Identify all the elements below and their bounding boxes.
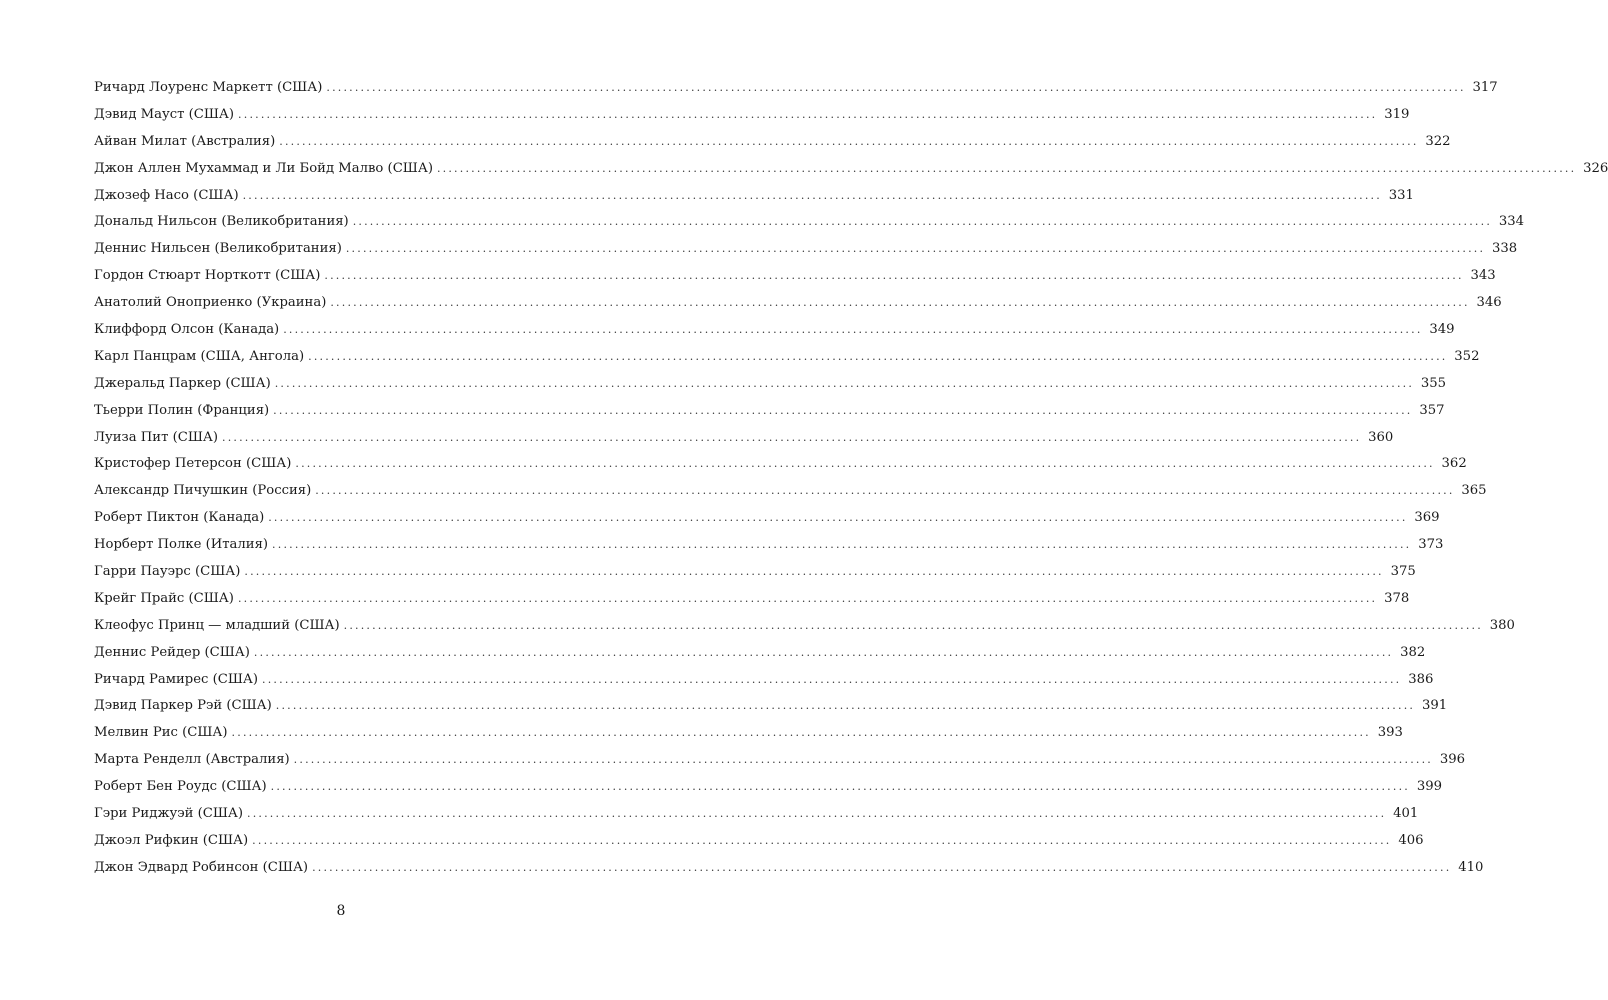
toc-entry-page: 393 xyxy=(1377,725,1403,741)
toc-entry-page: 369 xyxy=(1414,510,1440,526)
toc-entry xyxy=(94,478,1487,505)
toc-entry-title: Гарри Пауэрс (США) xyxy=(94,564,241,580)
toc-dot-leader: ........................................................................................................................................................................................................ xyxy=(283,323,1423,337)
toc-dot-leader: ........................................................................................................................................................................................................ xyxy=(262,672,1402,686)
toc-entry xyxy=(94,102,1410,129)
toc-entry xyxy=(94,828,1424,855)
toc-dot-leader: ........................................................................................................................................................................................................ xyxy=(352,215,1493,229)
toc-entry xyxy=(94,532,1444,559)
toc-entry xyxy=(94,586,1410,613)
toc-entry-title: Гэри Риджуэй (США) xyxy=(94,806,243,822)
toc-entry-title: Марта Ренделл (Австралия) xyxy=(94,752,290,768)
toc-entry xyxy=(94,774,1442,801)
toc-entry xyxy=(94,667,1434,694)
toc-dot-leader: ........................................................................................................................................................................................................ xyxy=(315,484,1455,498)
toc-entry-title: Анатолий Оноприенко (Украина) xyxy=(94,295,327,311)
toc-entry xyxy=(94,640,1426,667)
toc-dot-leader: ........................................................................................................................................................................................................ xyxy=(252,833,1392,847)
toc-entry-title: Клеофус Принц — младший (США) xyxy=(94,617,340,633)
toc-dot-leader: ........................................................................................................................................................................................................ xyxy=(326,81,1466,94)
toc-entry xyxy=(94,75,1498,102)
toc-entry-page: 401 xyxy=(1393,806,1419,822)
toc-dot-leader: ........................................................................................................................................................................................................ xyxy=(436,161,1577,175)
toc-dot-leader: ........................................................................................................................................................................................................ xyxy=(237,591,1378,605)
toc-entry-page: 386 xyxy=(1408,671,1434,687)
toc-entry-title: Деннис Рейдер (США) xyxy=(94,644,250,660)
toc-entry-title: Ричард Рамирес (США) xyxy=(94,671,259,687)
toc-entry xyxy=(94,801,1419,828)
toc-dot-leader: ........................................................................................................................................................................................................ xyxy=(275,699,1416,713)
toc-dot-leader: ........................................................................................................................................................................................................ xyxy=(272,538,1412,552)
toc-entry-page: 326 xyxy=(1583,160,1608,176)
toc-entry-title: Ричард Лоуренс Маркетт (США) xyxy=(94,80,323,95)
toc-dot-leader: ........................................................................................................................................................................................................ xyxy=(308,349,1448,363)
toc-entry xyxy=(94,344,1480,371)
toc-entry xyxy=(94,693,1448,720)
toc-entry-page: 317 xyxy=(1472,80,1498,95)
toc-entry-page: 410 xyxy=(1458,859,1484,875)
toc-dot-leader: ........................................................................................................................................................................................................ xyxy=(274,376,1415,390)
toc-dot-leader: ........................................................................................................................................................................................................ xyxy=(295,457,1435,471)
toc-entry xyxy=(94,156,1608,183)
toc-dot-leader: ........................................................................................................................................................................................................ xyxy=(273,403,1413,417)
toc-entry-page: 380 xyxy=(1489,617,1515,633)
toc-entry-title: Айван Милат (Австралия) xyxy=(94,133,276,149)
toc-entry-page: 362 xyxy=(1441,456,1467,472)
toc-dot-leader: ........................................................................................................................................................................................................ xyxy=(293,753,1433,767)
toc-entry xyxy=(94,129,1451,156)
toc-entry-page: 355 xyxy=(1420,375,1447,391)
toc-entry-page: 399 xyxy=(1416,779,1442,795)
toc-entry-page: 357 xyxy=(1419,402,1445,418)
toc-entry-title: Джон Эдвард Робинсон (США) xyxy=(94,859,309,875)
toc-entry-title: Дэвид Паркер Рэй (США) xyxy=(94,698,272,714)
toc-entry xyxy=(94,505,1440,532)
toc-dot-leader: ........................................................................................................................................................................................................ xyxy=(247,807,1387,821)
toc-entry-title: Роберт Бен Роудс (США) xyxy=(94,779,267,795)
toc-entry-page: 406 xyxy=(1398,832,1424,848)
toc-entry xyxy=(94,263,1496,290)
toc-entry-title: Крейг Прайс (США) xyxy=(94,590,234,606)
toc-dot-leader: ........................................................................................................................................................................................................ xyxy=(324,269,1464,283)
toc-entry xyxy=(94,317,1455,344)
toc-entry-title: Роберт Пиктон (Канада) xyxy=(94,510,265,526)
toc-entry-page: 365 xyxy=(1461,483,1487,499)
toc-entry-page: 319 xyxy=(1384,106,1410,122)
toc-entry-page: 352 xyxy=(1454,348,1480,364)
toc-dot-leader: ........................................................................................................................................................................................................ xyxy=(231,726,1371,740)
toc-dot-leader: ........................................................................................................................................................................................................ xyxy=(279,134,1419,148)
toc-entry-title: Кристофер Петерсон (США) xyxy=(94,456,292,472)
toc-dot-leader: ........................................................................................................................................................................................................ xyxy=(222,430,1362,444)
toc-entry-title: Деннис Нильсен (Великобритания) xyxy=(94,241,342,257)
toc-entry-page: 334 xyxy=(1498,214,1525,230)
toc-dot-leader: ........................................................................................................................................................................................................ xyxy=(330,296,1470,310)
toc-entry-title: Мелвин Рис (США) xyxy=(94,725,228,741)
toc-entry-title: Джон Аллен Мухаммад и Ли Бойд Малво (США) xyxy=(94,160,433,176)
toc-entry xyxy=(94,398,1445,425)
toc-entry-page: 346 xyxy=(1476,295,1502,311)
toc-entry-page: 343 xyxy=(1470,268,1496,284)
toc-entry xyxy=(94,236,1518,263)
toc-entry-title: Джозеф Насо (США) xyxy=(94,187,239,203)
toc-entry xyxy=(94,209,1525,236)
toc-entry-page: 375 xyxy=(1390,564,1416,580)
toc-entry xyxy=(94,290,1502,317)
toc-entry-page: 378 xyxy=(1384,590,1410,606)
toc-entry-page: 391 xyxy=(1421,698,1448,714)
toc-dot-leader: ........................................................................................................................................................................................................ xyxy=(242,188,1382,202)
toc-dot-leader: ........................................................................................................................................................................................................ xyxy=(312,860,1452,874)
toc-entry xyxy=(94,613,1515,640)
toc-dot-leader: ........................................................................................................................................................................................................ xyxy=(268,511,1408,525)
toc-dot-leader: ........................................................................................................................................................................................................ xyxy=(343,618,1483,632)
toc-entry xyxy=(94,720,1403,747)
toc-entry-title: Гордон Стюарт Норткотт (США) xyxy=(94,268,321,284)
toc-entry-title: Джеральд Паркер (США) xyxy=(94,375,271,391)
page-number: 8 xyxy=(336,903,346,919)
toc-entry-title: Луиза Пит (США) xyxy=(94,429,218,445)
toc-entry-title: Тьерри Полин (Франция) xyxy=(94,402,270,418)
toc-entry-page: 338 xyxy=(1492,241,1518,257)
toc-entry-title: Джоэл Рифкин (США) xyxy=(94,832,249,848)
toc-dot-leader: ........................................................................................................................................................................................................ xyxy=(253,645,1394,659)
toc-entry-title: Клиффорд Олсон (Канада) xyxy=(94,322,280,338)
toc-entry-page: 331 xyxy=(1388,187,1414,203)
toc-entry-page: 349 xyxy=(1429,322,1455,338)
toc-entry xyxy=(94,183,1414,210)
toc-dot-leader: ........................................................................................................................................................................................................ xyxy=(270,780,1410,794)
toc-entry-title: Дональд Нильсон (Великобритания) xyxy=(94,214,349,230)
toc-entry xyxy=(94,855,1484,882)
toc-dot-leader: ........................................................................................................................................................................................................ xyxy=(238,107,1378,121)
toc-entry-title: Норберт Полке (Италия) xyxy=(94,537,269,553)
toc-entry xyxy=(94,425,1394,452)
toc-entry xyxy=(94,559,1416,586)
toc-entry-title: Александр Пичушкин (Россия) xyxy=(94,483,312,499)
toc-entry xyxy=(94,451,1467,478)
toc-entry-page: 382 xyxy=(1400,644,1426,660)
toc-entry-title: Дэвид Мауст (США) xyxy=(94,106,235,122)
toc-entry-page: 360 xyxy=(1368,429,1394,445)
toc-entry-page: 373 xyxy=(1418,537,1444,553)
toc-entry-page: 322 xyxy=(1425,133,1451,149)
toc-dot-leader: ........................................................................................................................................................................................................ xyxy=(244,565,1384,579)
toc-entry xyxy=(94,747,1465,774)
table-of-contents xyxy=(94,75,1608,882)
toc-entry xyxy=(94,371,1447,398)
toc-entry-page: 396 xyxy=(1439,752,1465,768)
toc-dot-leader: ........................................................................................................................................................................................................ xyxy=(345,242,1486,256)
toc-entry-title: Карл Панцрам (США, Ангола) xyxy=(94,348,305,364)
